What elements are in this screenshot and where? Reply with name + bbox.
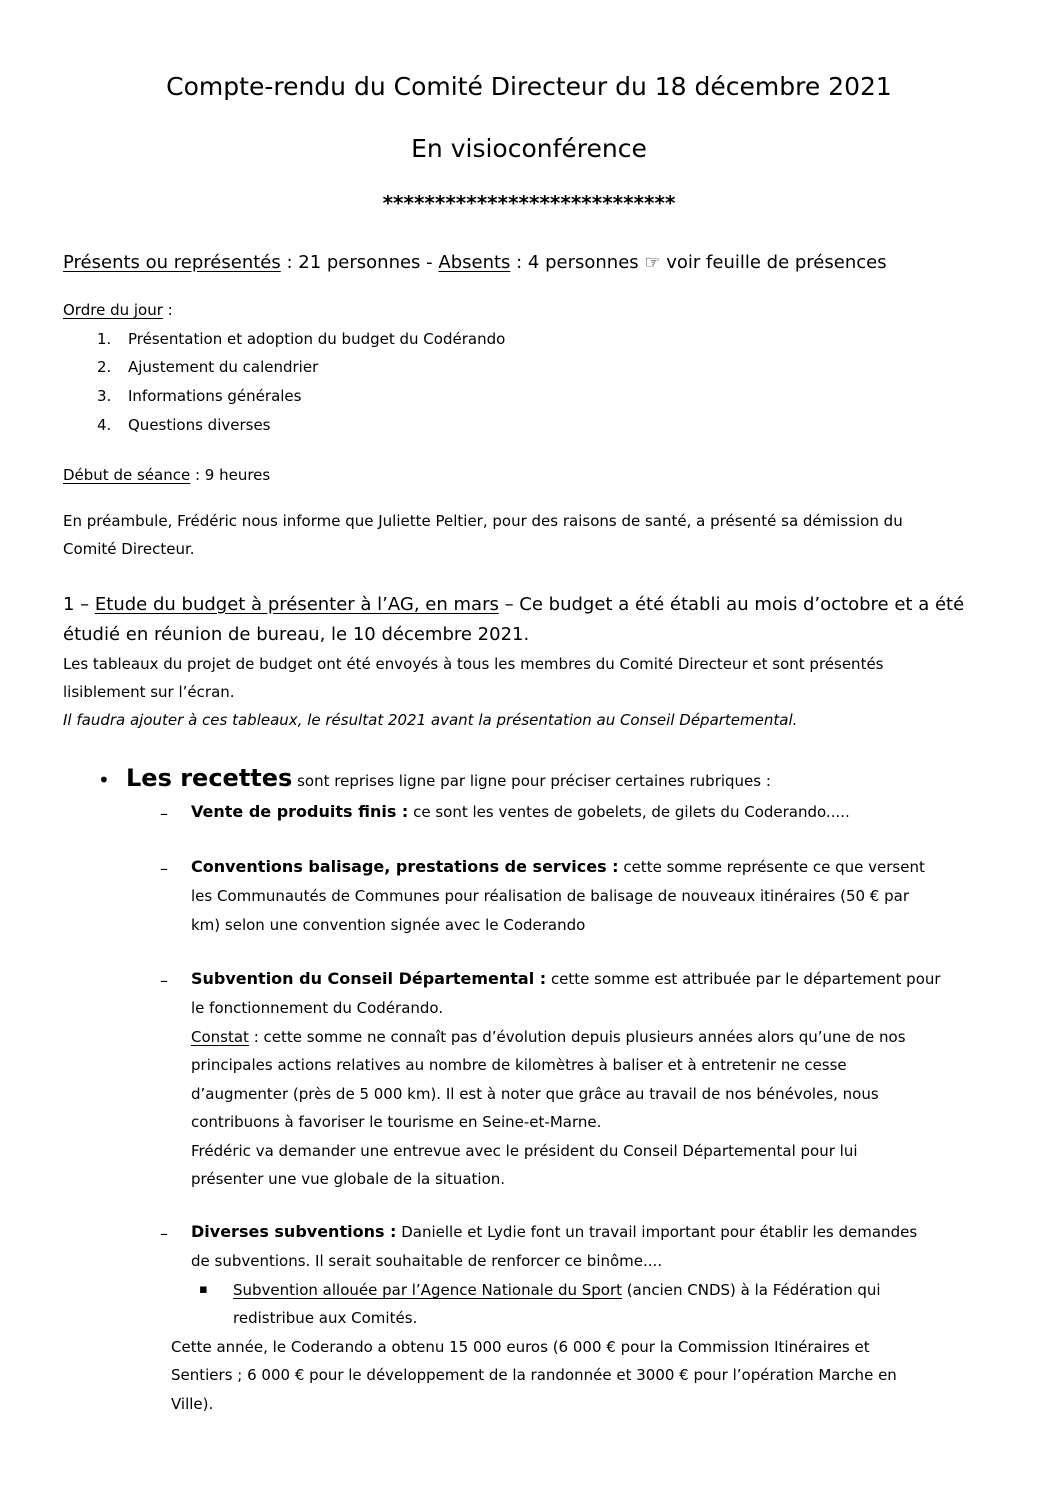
section-1-prefix: 1 – [63,594,95,615]
recette-conventions [191,859,925,875]
dash-icon: – [160,804,168,823]
recette-text: les Communautés de Communes pour réalisation de balisage de nouveaux itinéraires (50 € par [191,887,909,905]
separator-stars: **************************** [382,191,676,215]
agenda-item-1: Présentation et adoption du budget du Codérando [128,330,506,348]
constat-text: : cette somme ne connaît pas d’évolution depuis plusieurs années alors qu’une de nos [248,1028,906,1046]
square-bullet-icon: ▪ [199,1282,208,1297]
recette-vente [191,804,850,820]
page-subtitle: En visioconférence [411,134,647,163]
budget-paragraph-line: Les tableaux du projet de budget ont été envoyés à tous les membres du Comité Directeur et sont présentés [63,655,884,673]
recette-text: cette somme représente ce que versent [618,858,925,876]
section-1-title: Etude du budget à présenter à l’AG, en mars [94,594,499,615]
sub-item-ans [233,1283,881,1298]
agenda-item-3: Informations générales [128,387,302,405]
session-start [63,468,270,483]
budget-note: Il faudra ajouter à ces tableaux, le résultat 2021 avant la présentation au Conseil Départemental. [63,711,798,729]
session-start-label: Début de séance [63,466,191,484]
recette-text: de subventions. Il serait souhaitable de renforcer ce binôme.... [191,1252,663,1270]
recette-text: le fonctionnement du Codérando. [191,999,444,1017]
dash-icon: – [160,1224,168,1243]
absent-label: Absents [438,252,511,273]
constat-label: Constat [191,1028,249,1046]
recette-text: cette somme est attribuée par le département pour [546,970,941,988]
present-label: Présents ou représentés [63,252,281,273]
present-text: : 21 personnes - [280,252,439,273]
agenda-item-2: Ajustement du calendrier [128,358,319,376]
budget-paragraph-line: lisiblement sur l’écran. [63,683,235,701]
section-1-heading [63,596,964,614]
recette-text: Danielle et Lydie font un travail important pour établir les demandes [396,1223,918,1241]
recette-label: Diverses subventions : [191,1222,397,1241]
agenda-item-4: Questions diverses [128,416,271,434]
agenda-item-1-number: 1. [97,330,112,348]
constat-text: principales actions relatives au nombre de kilomètres à baliser et à entretenir ne cesse [191,1056,847,1074]
absent-text: : 4 personnes ☞ voir feuille de présences [510,252,887,273]
preamble-line: Comité Directeur. [63,540,195,558]
recette-text: ce sont les ventes de gobelets, de gilets du Coderando..... [408,803,850,821]
constat-text: d’augmenter (près de 5 000 km). Il est à noter que grâce au travail de nos bénévoles, nous [191,1085,879,1103]
closing-line: Ville). [171,1395,214,1413]
sub-item-label: Subvention allouée par l’Agence Nationale du Sport [233,1281,623,1299]
dash-icon: – [160,971,168,990]
constat-text: Frédéric va demander une entrevue avec le président du Conseil Départemental pour lui [191,1142,858,1160]
agenda-item-2-number: 2. [97,358,112,376]
recettes-heading [126,766,771,790]
section-1-text: – Ce budget a été établi au mois d’octobre et a été [498,594,965,615]
page-title: Compte-rendu du Comité Directeur du 18 décembre 2021 [166,72,892,101]
recette-label: Vente de produits finis : [191,802,409,821]
recettes-intro: sont reprises ligne par ligne pour préciser certaines rubriques : [292,772,771,790]
agenda-heading [63,303,173,318]
constat-text: contribuons à favoriser le tourisme en Seine-et-Marne. [191,1113,602,1131]
closing-line: Cette année, le Coderando a obtenu 15 000 euros (6 000 € pour la Commission Itinéraires et [171,1338,870,1356]
constat-text: présenter une vue globale de la situation. [191,1170,506,1188]
agenda-label: Ordre du jour [63,301,163,319]
recette-diverses-subventions [191,1224,917,1240]
bullet-icon: • [98,768,110,792]
recette-subvention-cd [191,971,941,987]
dash-icon: – [160,859,168,878]
recettes-title: Les recettes [126,764,293,792]
session-start-text: : 9 heures [190,466,271,484]
recette-label: Conventions balisage, prestations de services : [191,857,619,876]
section-1-line: étudié en réunion de bureau, le 10 décembre 2021. [63,624,530,645]
closing-line: Sentiers ; 6 000 € pour le développement de la randonnée et 3000 € pour l’opération Marche en [171,1366,897,1384]
preamble-line: En préambule, Frédéric nous informe que Juliette Peltier, pour des raisons de santé, a présenté sa démission du [63,512,903,530]
agenda-suffix: : [162,301,173,319]
agenda-item-4-number: 4. [97,416,112,434]
agenda-item-3-number: 3. [97,387,112,405]
sub-item-text: (ancien CNDS) à la Fédération qui [622,1281,881,1299]
recette-text: km) selon une convention signée avec le Coderando [191,916,586,934]
attendance-line [63,254,887,272]
recette-label: Subvention du Conseil Départemental : [191,969,547,988]
constat-line [191,1030,906,1045]
sub-item-text: redistribue aux Comités. [233,1309,418,1327]
